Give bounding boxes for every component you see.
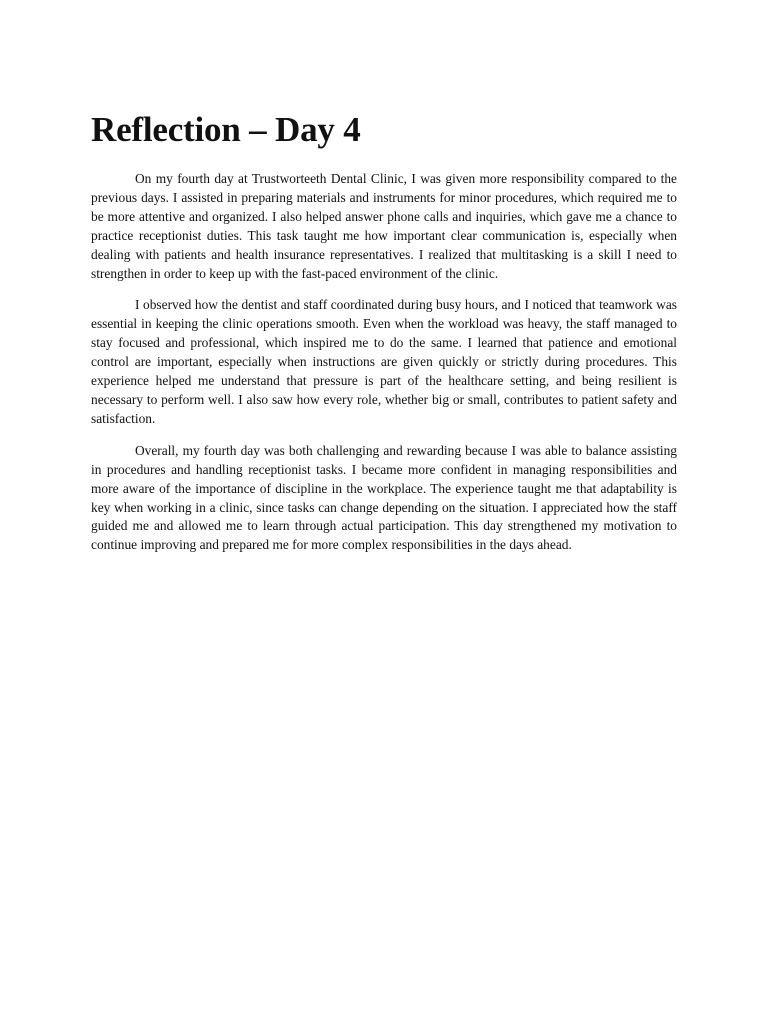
paragraph-1: On my fourth day at Trustworteeth Dental Clinic, I was given more responsibility compared to the previous days. I assisted in preparing materials and instruments for minor procedures, which required me to be more attentive and organized. I also helped answer phone calls and inquiries, which gave me a chance to practice receptionist duties. This task taught me how important clear communication is, especially when dealing with patients and health insurance representatives. I realized that multitasking is a skill I need to strengthen in order to keep up with the fast-paced environment of the clinic. [91,171,677,281]
document-body [91,108,677,568]
page-title: Reflection – Day 4 [91,110,361,149]
paragraph-2: I observed how the dentist and staff coordinated during busy hours, and I noticed that teamwork was essential in keeping the clinic operations smooth. Even when the workload was heavy, the staff managed to stay focused and professional, which inspired me to do the same. I learned that patience and emotional control are important, especially when instructions are given quickly or strictly during procedures. This experience helped me understand that pressure is part of the healthcare setting, and being resilient is necessary to perform well. I also saw how every role, whether big or small, contributes to patient safety and satisfaction. [91,297,677,426]
paragraph-3: Overall, my fourth day was both challenging and rewarding because I was able to balance assisting in procedures and handling receptionist tasks. I became more confident in managing responsibilities and more aware of the importance of discipline in the workplace. The experience taught me that adaptability is key when working in a clinic, since tasks can change depending on the situation. I appreciated how the staff guided me and allowed me to learn through actual participation. This day strengthened my motivation to continue improving and prepared me for more complex responsibilities in the days ahead. [91,442,677,553]
